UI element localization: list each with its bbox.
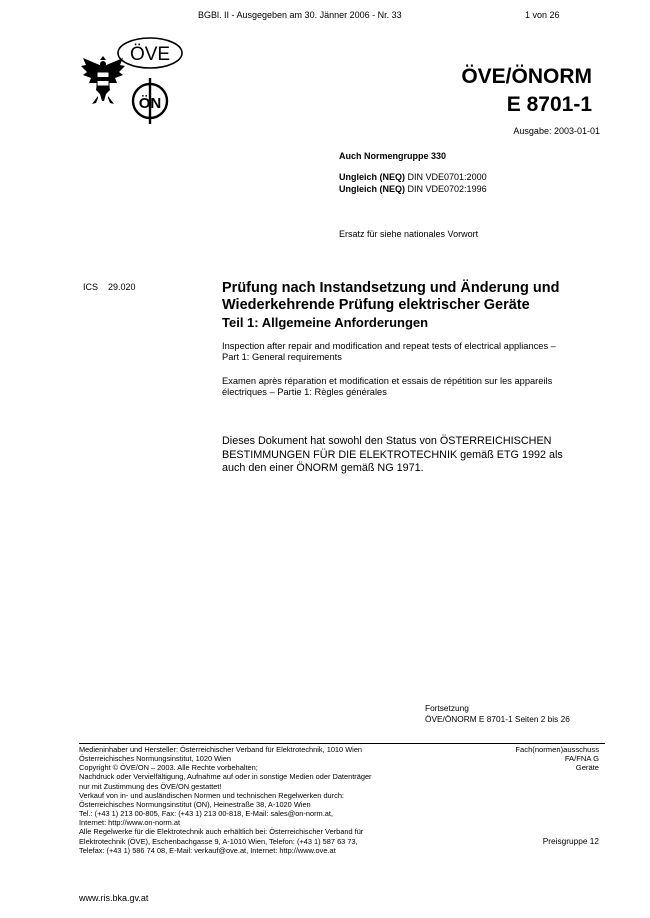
unequal-value: DIN VDE0702:1996 [407, 184, 487, 194]
imprint-line: Elektrotechnik (ÖVE), Eschenbachgasse 9, A-1010 Wien, Telefon: (+43 1) 587 63 73, [79, 836, 358, 846]
status-line: auch den einer ÖNORM gemäß NG 1971. [222, 462, 424, 474]
unequal-row [339, 183, 487, 195]
standard-code-line2: E 8701-1 [506, 93, 592, 116]
imprint-line: Österreichisches Normungsinstitut, 1020 Wien [79, 754, 231, 764]
logos-svg [78, 34, 188, 134]
edition-date: Ausgabe: 2003-01-01 [513, 126, 600, 136]
unequal-references [339, 171, 487, 195]
title-fr-line2: électriques – Partie 1: Règles générales [222, 387, 387, 397]
normengruppe: Auch Normengruppe 330 [339, 151, 447, 161]
ove-logo [118, 38, 182, 68]
title-fr-line1: Examen après réparation et modification et essais de répétition sur les appareils [222, 376, 553, 386]
title-de-part: Teil 1: Allgemeine Anforderungen [222, 315, 429, 330]
continuation-label: Fortsetzung [425, 703, 469, 713]
imprint-line: Medieninhaber und Hersteller: Österreichischer Verband für Elektrotechnik, 1010 Wien [79, 745, 363, 754]
onorm-logo-text: ÖN [138, 95, 162, 112]
imprint-block [79, 745, 449, 855]
committee-code: FA/FNA G [564, 754, 599, 764]
austrian-eagle-icon [81, 56, 125, 104]
replacement-note: Ersatz für siehe nationales Vorwort [339, 229, 479, 239]
status-line: Dieses Dokument hat sowohl den Status von ÖSTERREICHISCHEN [222, 435, 552, 447]
ics-code: 29.020 [108, 282, 136, 292]
imprint-line: Tel.: (+43 1) 213 00-805, Fax: (+43 1) 213 00-818, E-Mail: sales@on-norm.at, [79, 809, 333, 819]
imprint-line: Internet: http://www.on-norm.at [79, 818, 181, 828]
logo-block [78, 34, 188, 134]
gazette-header: BGBl. II - Ausgegeben am 30. Jänner 2006 - Nr. 33 [198, 10, 402, 20]
ics-label: ICS [83, 282, 99, 292]
title-en-line1: Inspection after repair and modification and repeat tests of electrical appliances – [222, 341, 556, 351]
imprint-line: Copyright © ÖVE/ON – 2003. Alle Rechte vorbehalten; [79, 763, 258, 773]
price-group: Preisgruppe 12 [542, 836, 599, 846]
status-line: BESTIMMUNGEN FÜR DIE ELEKTROTECHNIK gemäß ETG 1992 als [222, 448, 563, 461]
status-paragraph [222, 435, 592, 476]
divider [79, 743, 605, 744]
unequal-value: DIN VDE0701:2000 [407, 172, 487, 182]
unequal-label: Ungleich (NEQ) [339, 172, 406, 182]
imprint-line: Telefax: (+43 1) 586 74 08, E-Mail: verkauf@ove.at, Internet: http://www.ove.at [79, 845, 336, 855]
imprint-line: Nachdruck oder Vervielfältigung, Aufnahme auf oder in sonstige Medien oder Datenträger [79, 772, 372, 782]
title-en-line2: Part 1: General requirements [222, 352, 342, 362]
imprint-line: Verkauf von in- und ausländischen Normen und technischen Regelwerken durch: [79, 790, 344, 800]
standard-code-line1: ÖVE/ÖNORM [461, 65, 592, 88]
title-de-line2: Wiederkehrende Prüfung elektrischer Geräte [222, 297, 530, 313]
unequal-label: Ungleich (NEQ) [339, 184, 406, 194]
imprint-line: Österreichisches Normungsinstitut (ON), Heinestraße 38, A-1020 Wien [79, 799, 311, 809]
page-indicator: 1 von 26 [525, 10, 560, 20]
committee-name: Geräte [575, 763, 599, 773]
title-de-line1: Prüfung nach Instandsetzung und Änderung und [222, 280, 560, 296]
footer-url: www.ris.bka.gv.at [79, 893, 149, 903]
imprint-line: Alle Regelwerke für die Elektrotechnik auch erhältlich bei: Österreichischer Verband für [79, 827, 364, 837]
unequal-row [339, 171, 487, 183]
committee-label: Fach(normen)ausschuss [515, 745, 599, 754]
continuation-block [425, 703, 570, 724]
ove-logo-text: ÖVE [129, 44, 171, 65]
imprint-line: nur mit Zustimmung des ÖVE/ON gestattet! [79, 781, 222, 791]
committee-block [515, 745, 599, 773]
continuation-pages: ÖVE/ÖNORM E 8701-1 Seiten 2 bis 26 [425, 713, 570, 724]
onorm-logo [133, 78, 167, 124]
